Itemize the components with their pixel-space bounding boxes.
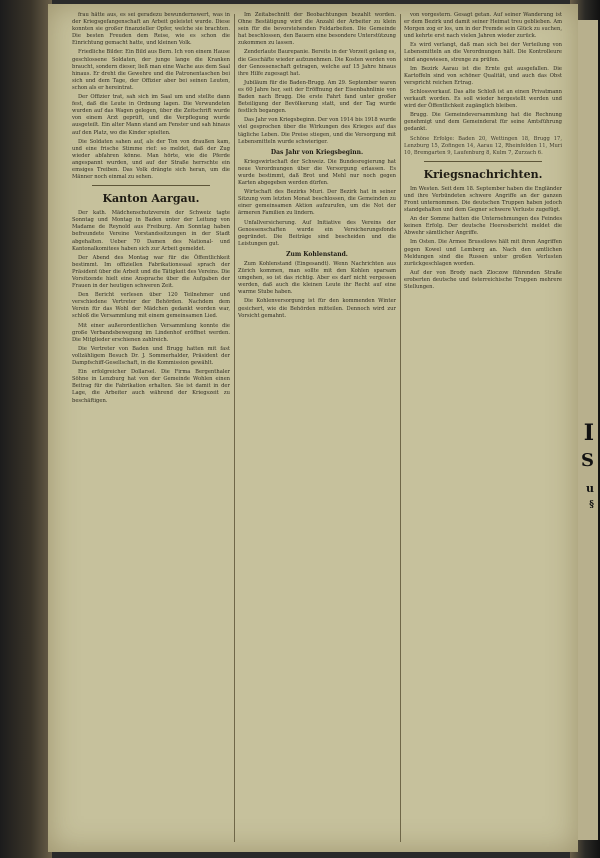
article-paragraph: Im Osten. Die Armee Brussilows hält mit ihren Angriffen gegen Kowel und Lemberg an. Nach den amtlichen Meldungen sind die Russen unter großen Verlusten zurückgeschlagen worden. (404, 239, 562, 267)
book-left-edge (0, 0, 52, 858)
article-paragraph: frau hätte aus, es sei geradezu bewundernswert, was in der Kriegsgefangenschaft an Arbeit geleistet wurde. Diese konnten sie großer finanzieller Opfer, welche sie brachten. Die besten Freuden dem Reise, wie es schon die Einrichtung gemacht hatte, und kleinen Volk. (72, 12, 230, 47)
article-paragraph: Friedliche Bilder. Ein Bild aus Bern. Ich von einem Hause geschlossene Soldaten, der junge lange die Kranken braucht, sondern dieser, ließ man eine Wache aus dem Saal hinaus. Er dreht die Gewehre und die Patronentaschen bei sich und dem Tage, der Offizier aber bei seinen Leuten, schon als er hereintrat. (72, 49, 230, 91)
column-2 (238, 12, 396, 844)
article-paragraph: Die Soldaten sahen auf, als der Ton von draußen kam, und eine frische Stimme rief: so meldet, daß der Zug wieder abfahren könne. Man hörte, wie die Pferde angespannt wurden, und auf der Straße herrschte ein emsiges Treiben. Das Volk drängte sich heran, um die Männer noch einmal zu sehen. (72, 138, 230, 181)
article-paragraph: Brugg. Die Gemeindeversammlung hat die Rechnung genehmigt und dem Gemeinderat für seine Amtsführung gedankt. (404, 112, 562, 133)
article-paragraph: Die Kohlenversorgung ist für den kommenden Winter gesichert, wie die Behörden mitteilen. Dennoch wird zur Vorsicht gemahnt. (238, 298, 396, 319)
article-paragraph: Den Bericht verlesen über 120 Teilnehmer und verschiedene Vertreter der Behörden. Nachdem dem Verein für das Wohl der Mädchen gedankt worden war, schloß die Versammlung mit einem gemeinsamen Lied. (72, 292, 230, 320)
article-paragraph: Die Vertreter von Baden und Brugg hatten mit fast vollzähligem Besuch Dr. J. Sommerhalder, Präsident der Dampfschiff-Gesellschaft, in die Kommission gewählt. (72, 345, 230, 367)
article-paragraph: Zum Kohlenstand (Eingesandt). Wenn Nachrichten aus Zürich kommen, man sollte mit den Kohlen sparsam umgehen, so ist das richtig. Aber es darf nicht vergessen werden, daß auch die kleinen Leute ihr Recht auf eine warme Stube haben. (238, 261, 396, 296)
article-paragraph: Kriegswirtschaft der Schweiz. Die Bundesregierung hat neue Verordnungen über die Versorgung erlassen. Es wurde bestimmt, daß Brot und Mehl nur noch gegen Karten abgegeben werden dürfen. (238, 158, 396, 187)
sub-heading: Das Jahr von Kriegsbeginn. (270, 148, 364, 156)
separator-rule (424, 161, 542, 162)
article-paragraph: Wirtschaft des Bezirks Muri. Der Bezirk hat in seiner Sitzung vom letzten Monat beschlossen, die Gemeinden zu einer gemeinsamen Aktion aufzurufen, um die Not der ärmeren Familien zu lindern. (238, 189, 396, 217)
article-paragraph: Im Zeitabschnitt der Beobachtungen bezahlt worden. Ohne Bestätigung wird die Anzahl der Arbeiter zu klein sein für die bevorstehenden Feldarbeiten. Die Gemeinde hat beschlossen, den Bauern eine besondere Unterstützung zukommen zu lassen. (238, 12, 396, 47)
section-heading-aargau: Kanton Aargau. (102, 192, 200, 206)
article-paragraph: von vorgestern. Gesagt getan. Auf seiner Wanderung ist er dem Bezirk und damit seiner Heimat treu geblieben. Am Morgen zog er los, um in der Fremde sein Glück zu suchen, und kehrte erst nach vielen Jahren wieder zurück. (404, 12, 562, 40)
section-heading-kriegsnachrichten: Kriegsnachrichten. (423, 167, 543, 181)
article-paragraph: Das Jahr von Kriegsbeginn. Der von 1914 bis 1918 wurde viel gesprochen über die Wirkungen des Krieges auf das tägliche Leben. Die Preise stiegen, und die Versorgung mit Lebensmitteln wurde schwieriger. (238, 117, 396, 145)
article-paragraph: Im Bezirk Aarau ist die Ernte gut ausgefallen. Die Kartoffeln sind von schöner Qualität, und auch das Obst verspricht reichen Ertrag. (404, 65, 562, 86)
article-paragraph: Ein erfolgreicher Dollarsel. Die Firma Bergenthaler Söhne in Lenzburg hat von der Gemeinde Wohlen einen Beitrag für die Fabrikation erhalten. Sie ist damit in der Lage, die Arbeiter auch während der Kriegszeit zu beschäftigen. (72, 369, 230, 404)
adjacent-page-letter: u (586, 482, 594, 495)
results-list: Schöne Erfolge: Baden 20, Wettingen 18, Brugg 17, Lenzburg 15, Zofingen 14, Aarau 12, Rheinfelden 11, Muri 10, Bremgarten 9, Laufenburg 8, Kulm 7, Zurzach 6. (404, 135, 562, 156)
article-paragraph: An der Somme hatten die Unternehmungen des Feindes keinen Erfolg. Der deutsche Heeresbericht meldet die Abwehr sämtlicher Angriffe. (404, 216, 562, 237)
article-paragraph: Es wird verlangt, daß man sich bei der Verteilung von Lebensmitteln an die Verordnungen hält. Die Kontrolleure sind angewiesen, strenge zu prüfen. (404, 42, 562, 63)
article-paragraph: Mit einer außerordentlichen Versammlung konnte die große Verbandsbewegung im Lindenhof eröffnet werden. Die Mitglieder erschienen zahlreich. (72, 322, 230, 343)
newspaper-page (48, 4, 578, 852)
separator-rule (92, 185, 210, 186)
article-paragraph: Im Westen. Seit dem 18. September haben die Engländer und ihre Verbündeten schwere Angriffe an der ganzen Front unternommen. Die deutschen Truppen haben jedoch standgehalten und dem Gegner schwere Verluste zugefügt. (404, 185, 562, 214)
article-paragraph: Auf der von Brody nach Zloczow führenden Straße eroberten deutsche und österreichische Truppen mehrere Stellungen. (404, 269, 562, 290)
article-paragraph: Der kath. Mädchenschutzverein der Schweiz tagte Sonntag und Montag in Baden unter der Leitung von Madame de Reynold aus Freiburg. Am Sonntag haben befreundete Vereine Vorstandssitzungen in der Stadt abgehalten. Ueber 70 Damen des National- und Kantonalkomitees haben sich zur Arbeit gemeldet. (72, 210, 230, 252)
article-paragraph: Der Offizier trat, sah sich im Saal um und stellte dann fest, daß die Leute in Ordnung lagen. Die Verwundeten wurden auf das Wagen gelegen, über die Zeitschrift wurde von einem Arzt geprüft, und die Verpflegung wurde ausgeteilt. Ein alter Mann stand am Fenster und sah hinaus auf den Platz, wo die Kinder spielten. (72, 94, 230, 136)
article-paragraph: Zenderlaute Baurepanie. Bereits in der Vorzeit gelang es, die Geschäfte wieder aufzunehmen. Die Kosten werden von der Genossenschaft getragen, welche auf 15 Jahre hinaus ihre Hilfe zugesagt hat. (238, 49, 396, 77)
column-1 (72, 12, 230, 844)
article-paragraph: Jubiläum für die Baden-Brugg. Am 29. September waren es 60 Jahre her, seit der Eröffnung der Eisenbahnlinie von Baden nach Brugg. Die erste Fahrt fand unter großer Beteiligung der Bevölkerung statt, und der Tag wurde festlich begangen. (238, 79, 396, 115)
article-paragraph: Unfallversicherung. Auf Initiative des Vereins der Genossenschaften wurde ein Versicherungsfonds gegründet. Die Beiträge sind bescheiden und die Leistungen gut. (238, 219, 396, 247)
sub-heading: Zum Kohlenstand. (286, 250, 348, 258)
adjacent-page-letter: § (589, 500, 594, 510)
column-3 (404, 12, 562, 844)
column-divider (234, 14, 235, 842)
adjacent-page-letter: I (583, 420, 594, 446)
column-divider (400, 14, 401, 842)
article-paragraph: Schlossverkauf. Das alte Schloß ist an einen Privatmann verkauft worden. Es soll wieder hergestellt werden und wird der Öffentlichkeit zugänglich bleiben. (404, 88, 562, 110)
adjacent-page-letter: S (581, 450, 594, 471)
article-paragraph: Der Abend des Montag war für die Öffentlichkeit bestimmt. Im offiziellen Fabrikationssaal sprach der Präsident über die Arbeit und die Tätigkeit des Vereins. Die Vorsitzende hielt eine Ansprache über die Aufgaben der Frauen in der heutigen schweren Zeit. (72, 254, 230, 290)
